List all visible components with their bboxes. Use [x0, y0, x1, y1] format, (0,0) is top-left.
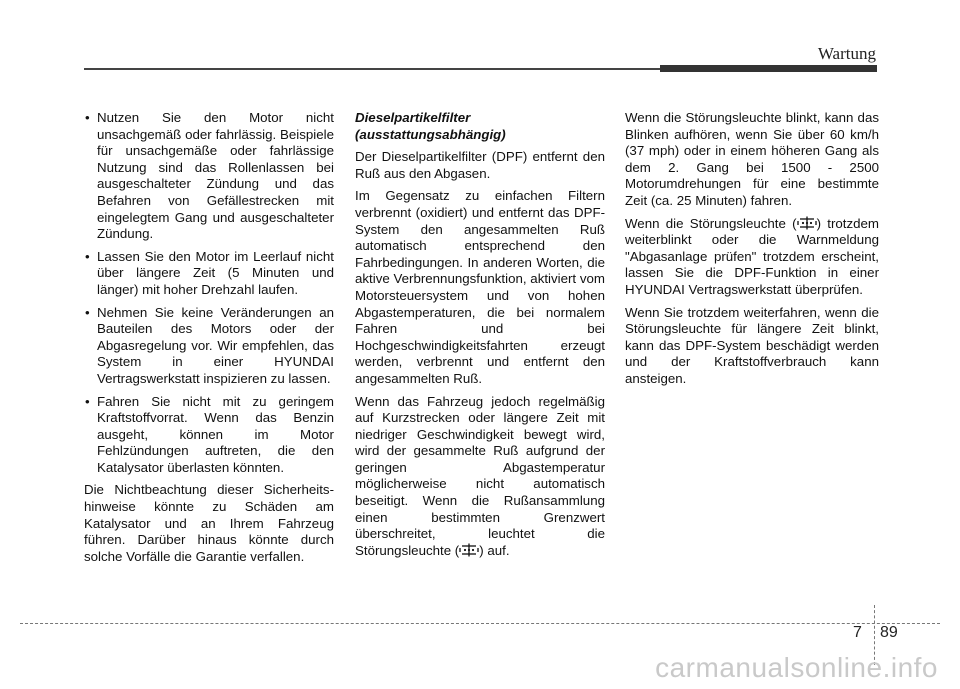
bullet-list — [84, 110, 334, 476]
list-item-text: Nehmen Sie keine Veränderungen an Bauteilen des Motors oder der Abgasregelung vor. Wir empfehlen, das System in einer HYUNDAI Vertragswerkstatt inspizieren zu lassen. — [97, 304, 334, 386]
lamp-paragraph-2-text: Wenn die Störungsleuchte ( — [625, 215, 797, 231]
column-2 — [355, 110, 605, 565]
lamp-paragraph-2 — [625, 216, 879, 299]
dpf-warning-icon — [459, 543, 479, 557]
section-title: Wartung — [817, 44, 876, 63]
header-rule — [84, 68, 662, 70]
dpf-warning-icon — [797, 216, 817, 230]
chapter-number: 7 — [853, 624, 862, 641]
lamp-paragraph-3: Wenn Sie trotzdem weiterfahren, wenn die Störungsleuchte für längere Zeit blinkt, kann das DPF-System beschädigt werden und der Kraftstoffverbrauch kann ansteigen. — [625, 304, 879, 386]
list-item-text: Fahren Sie nicht mit zu geringem Kraftstoffvorrat. Wenn das Benzin ausgeht, können im Motor Fehlzündungen auftreten, die den Katalysator überlasten könnten. — [97, 393, 334, 475]
list-item: • Nehmen Sie keine Veränderungen an Bauteilen des Motors oder der Abgasregelung vor. Wir empfehlen, das System in einer HYUNDAI Vertragswerkstatt inspizieren zu lassen. — [85, 304, 334, 386]
list-item-text: Nutzen Sie den Motor nicht unsachgemäß oder fahrlässig. Beispiele für unsachgemäße oder fahrlässige Nutzung sind das Rollenlassen bei ausgeschalteter Zündung und das Befahren von Gefällestrecken mit eingelegtem Gang und ausgeschalteter Zündung. — [97, 110, 334, 242]
list-item: • Nutzen Sie den Motor nicht unsachgemäß oder fahrlässig. Beispiele für unsachgemäße oder fahrlässige Nutzung sind das Rollenlassen bei ausgeschalteter Zündung und das Befahren von Gefällestrecken mit eingelegtem Gang und ausgeschalteter Zündung. — [85, 110, 334, 242]
dpf-paragraph-3-text: Wenn das Fahrzeug jedoch regelmäßig auf Kurzstrecken oder längere Zeit mit niedriger Geschwindigkeit bewegt wird, wird der gesammelte Ruß aufgrund der geringen Abgastemperatur möglicherweise nicht automatisch beseitigt. Wenn die Rußansammlung einen bestimmten Grenzwert überschreitet, leuchtet die Störungsleuchte ( — [355, 393, 605, 558]
dpf-heading — [355, 110, 605, 143]
dpf-heading-line2: (ausstattungsabhängig) — [355, 126, 506, 142]
footer-rule — [20, 623, 940, 624]
lamp-paragraph-2-end: ) trotzdem weiterblinkt oder die Warnmeldung "Abgasanlage prüfen" trotzdem erscheint, lassen Sie die DPF-Funktion in einer HYUNDAI Vertragswerkstatt überprüfen. — [625, 215, 879, 297]
list-item-text: Lassen Sie den Motor im Leerlauf nicht über längere Zeit (5 Minuten und länger) mit hoher Drehzahl laufen. — [97, 248, 334, 297]
list-item: • Fahren Sie nicht mit zu geringem Kraftstoffvorrat. Wenn das Benzin ausgeht, können im Motor Fehlzündungen auftreten, die den Katalysator überlasten könnten. — [85, 393, 334, 475]
list-item: • Lassen Sie den Motor im Leerlauf nicht über längere Zeit (5 Minuten und länger) mit hoher Drehzahl laufen. — [85, 248, 334, 297]
dpf-paragraph-2: Im Gegensatz zu einfachen Filtern verbrennt (oxidiert) und entfernt das DPF-System den angesammelten Ruß automatisch entsprechend den Fahrbedingungen. In anderen Worten, die aktive Verbrennungsfunktion, aktiviert vom Motorsteuersystem und von hohen Abgastemperaturen, die bei normalem Fahren und bei Hochgeschwindigkeitsfahrten erzeugt werden, verbrennt und entfernt den angesammelten Ruß. — [355, 188, 605, 386]
lamp-paragraph-1: Wenn die Störungsleuchte blinkt, kann das Blinken aufhören, wenn Sie über 60 km/h (37 mph) oder in einem höheren Gang als dem 2. Gang bei 1500 - 2500 Motorumdrehungen für eine bestimmte Zeit (ca. 25 Minuten) fahren. — [625, 110, 879, 208]
dpf-paragraph-3-end: ) auf. — [479, 542, 510, 558]
warning-paragraph: Die Nichtbeachtung dieser Sicherheitshinweise könnte zu Schäden am Katalysator und an Ihrem Fahrzeug führen. Darüber hinaus könnte durch solche Vorfälle die Garantie verfallen. — [84, 482, 334, 564]
page-number: 89 — [880, 624, 898, 641]
watermark: carmanualsonline.info — [655, 652, 938, 683]
dpf-heading-line1: Dieselpartikelfilter — [355, 110, 471, 125]
header-bar — [660, 65, 877, 72]
dpf-paragraph-1: Der Dieselpartikelfilter (DPF) entfernt den Ruß aus den Abgasen. — [355, 149, 605, 181]
column-1 — [84, 110, 334, 571]
column-3 — [625, 110, 879, 394]
dpf-paragraph-3 — [355, 394, 605, 560]
